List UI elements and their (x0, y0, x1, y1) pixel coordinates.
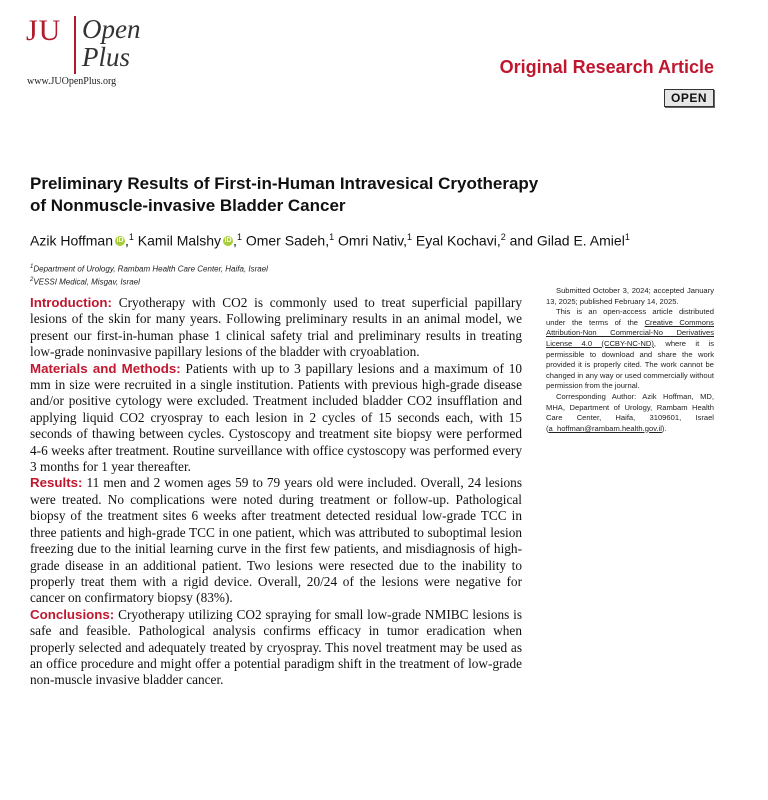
author-name: Gilad E. Amiel (536, 232, 625, 249)
article-info-sidebar (546, 286, 714, 434)
affiliation-item: $^2$VESSI Medical, Misgav, Israel (30, 276, 140, 287)
abstract-introduction: Introduction: Cryotherapy with CO2 is commonly used to treat superficial papillary lesions of the skin for many years. Following preliminary results in an animal model, we present our first-in-human phase 1 clinical safety trial and preliminary results in treating low-grade noninvasive papillary lesions of the bladder with cryoablation. (30, 295, 522, 360)
section-heading: Materials and Methods: (30, 360, 181, 376)
author-name: Omer Sadeh (245, 232, 326, 249)
article-title: Preliminary Results of First-in-Human Intravesical Cryotherapy of Nonmuscle-invasive Bladder Cancer (30, 174, 539, 215)
author-affiliation-ref: 1 (406, 232, 412, 242)
affiliation-item: $^1$Department of Urology, Rambam Health Care Center, Haifa, Israel (30, 264, 268, 274)
journal-url[interactable]: www.JUOpenPlus.org (27, 76, 117, 87)
license-statement: This is an open-access article distributed under the terms of the Creative Commons Attribution-Non Commercial-No Derivatives License 4.0 (CCBY-NC-ND), where it is permissible to download and share the work provided it is properly cited. The work cannot be changed in any way or used commercially without permission from the journal. (546, 307, 715, 391)
abstract-conclusions: Conclusions: Cryotherapy utilizing CO2 spraying for small low-grade NMIBC lesions is safe and feasible. Pathological analysis confirms efficacy in tumor eradication when properly selected and adequately treated by cryospray. This novel treatment may be used as an office procedure and might offer a potential paradigm shift in the treatment of low-grade non-muscle invasive bladder cancer. (30, 606, 522, 688)
section-heading: Introduction: (30, 295, 112, 310)
author-affiliation-ref: 1 (329, 232, 335, 242)
open-access-badge: OPEN (664, 89, 714, 107)
logo-divider (74, 16, 76, 74)
corresponding-email-link[interactable]: a_hoffman@rambam.health.gov.il (548, 423, 662, 433)
journal-logo[interactable] (26, 12, 166, 92)
section-heading: Conclusions: (30, 606, 115, 622)
author-name: Omri Nativ (338, 232, 404, 249)
author-name: Eyal Kochavi (415, 232, 497, 249)
orcid-icon[interactable]: iD (116, 236, 124, 244)
corresponding-author: Corresponding Author: Azik Hoffman, MD, MHA, Department of Urology, Rambam Health Care Center, Haifa, 3109601, Israel (a_hoffman@rambam.health.gov.il). (546, 391, 714, 433)
abstract-methods: Materials and Methods: Patients with up to 3 papillary lesions and a maximum of 10 mm in size were recruited in a single institution. Patients with previous high-grade disease and/or positive cytology were excluded. Treatment included bladder CO2 insufflation and applying liquid CO2 cryospray to each lesion in 2 cycles of 15 seconds each, with 15 seconds of thawing between cycles. Cystoscopy and treatment site biopsy were performed 4-6 weeks after treatment. Routine surveillance with office cystoscopy was performed every 3 months for 1 year thereafter. (30, 360, 523, 475)
article-type: Original Research Article (499, 57, 714, 77)
abstract (30, 295, 522, 689)
author-affiliation-ref: 1 (624, 232, 630, 242)
author-list: Azik Hoffman iD ,$^1$ Kamil Malshy iD ,$^1$ Omer Sadeh,$^1$ Omri Nativ,$^1$ Eyal Kochavi,$^2$ and Gilad E. Amiel$^1$ (30, 232, 630, 249)
author-name: Kamil Malshy (137, 232, 222, 249)
author-affiliation-ref: 1 (128, 232, 134, 242)
orcid-icon[interactable]: iD (224, 236, 232, 244)
logo-ju-text: JU (26, 14, 62, 47)
section-heading: Results: (30, 475, 83, 491)
logo-plus-text: Plus (82, 42, 131, 72)
authors-and: and (509, 232, 533, 249)
author-affiliation-ref: 1 (236, 232, 242, 242)
license-link[interactable]: Creative Commons Attribution-Non Commercial-No Derivatives License 4.0 (CCBY-NC-ND) (546, 317, 714, 348)
logo-open-text: Open (82, 14, 141, 44)
author-name: Azik Hoffman (30, 232, 113, 249)
affiliations (30, 262, 268, 287)
author-affiliation-ref: 2 (500, 232, 506, 242)
abstract-results: Results: 11 men and 2 women ages 59 to 79 years old were included. Overall, 24 lesions were treated. No complications were noted during treatment or follow-up. Pathological biopsy of the treatment sites 6 weeks after treatment detected residual low-grade TCC in three patients and high-grade TCC in one patient, which was attributed to suboptimal lesion freezing due to the initial learning curve in the first few patients, and misdiagnosis of high-grade disease in an additional patient. Two lesions were resected due to the inability to properly treat them with a rigid device. Overall, 20/24 of the lesions were negative for cancer on confirmatory biopsy (83%). (30, 475, 522, 606)
submission-dates: Submitted October 3, 2024; accepted January 13, 2025; published February 14, 2025. (546, 286, 714, 306)
